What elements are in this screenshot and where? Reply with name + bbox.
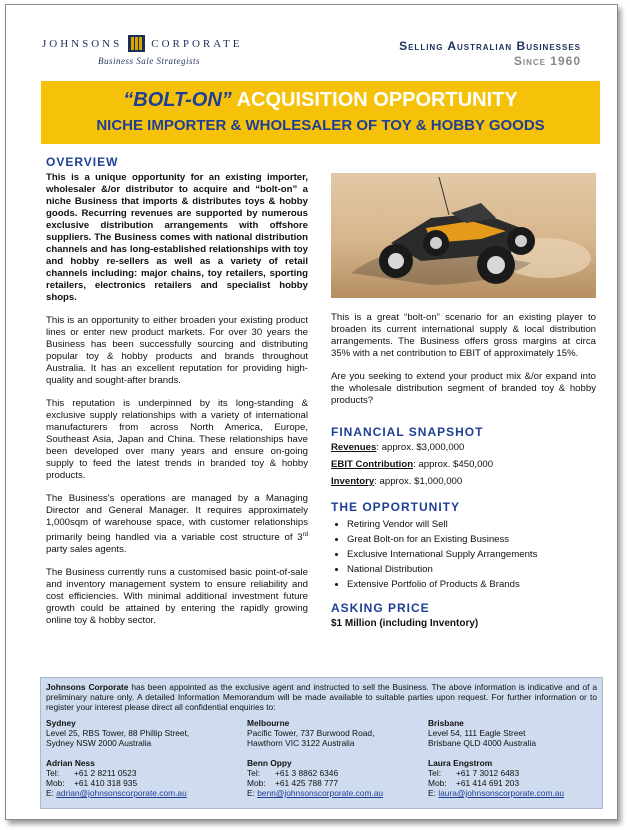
email-link[interactable]: adrian@johnsonscorporate.com.au <box>56 788 187 798</box>
right-paragraph: Are you seeking to extend your product mix &/or expand into the wholesale distribution segment of branded toy & hobby products? <box>331 371 596 406</box>
financial-row: Inventory: approx. $1,000,000 <box>331 476 463 487</box>
opportunity-heading: THE OPPORTUNITY <box>331 500 461 514</box>
logo-tagline: Business Sale Strategists <box>98 56 200 66</box>
logo-mark-icon <box>128 35 145 52</box>
brochure-page <box>5 4 618 820</box>
company-logo <box>42 35 282 66</box>
office-brisbane: Brisbane Level 54, 111 Eagle Street Brisbane QLD 4000 Australia <box>428 718 537 748</box>
header-slogan <box>399 39 581 68</box>
contact-footer <box>40 677 603 809</box>
banner-title <box>41 89 600 112</box>
asking-price: $1 Million (including Inventory) <box>331 618 479 629</box>
financial-heading: FINANCIAL SNAPSHOT <box>331 425 484 439</box>
overview-paragraph: This is an opportunity to either broaden your existing product lines or enter new product markets. For over 30 years the Business has been successfully sourcing and distributing popular toy & hobby products and brands throughout Australia. It has an excellent reputation for providing high-quality and sought-after brands. <box>46 315 308 386</box>
selling-text: Selling Australian Businesses <box>399 39 581 53</box>
footer-disclaimer: Johnsons Corporate has been appointed as the exclusive agent and instructed to sell the Business. The above information is indicative and of a preliminary nature only. A detailed Information Memorandum will be made available to suitable parties upon request. For further information or to register your interest please direct all confidential enquiries to: <box>46 682 597 712</box>
logo-text-left: JOHNSONS <box>42 37 123 50</box>
right-column <box>331 173 596 629</box>
overview-intro: This is a unique opportunity for an existing importer, wholesaler &/or distributor to acquire and “bolt-on” a niche Business that imports & distributes toys & hobby goods. Recurring revenues are supported by numerous exclusive distribution arrangements with offshore suppliers. The Business comes with national distribution channels and has long-established relationships with toy and hobby re-sellers as well as a variety of retail channels including: major chains, toy retailers, sporting retailers, electronics retailers and specialist hobby shops. <box>46 172 308 303</box>
list-item: • Great Bolt-on for an Existing Business <box>347 532 596 547</box>
list-item: • Exclusive International Supply Arrangements <box>347 547 596 562</box>
asking-heading: ASKING PRICE <box>331 601 430 615</box>
logo-text-right: CORPORATE <box>151 37 243 50</box>
since-text: Since 1960 <box>513 54 581 68</box>
email-link[interactable]: benn@johnsonscorporate.com.au <box>257 788 384 798</box>
contact-adrian: Adrian Ness Tel: +61 2 8211 0523 Mob: +61 410 318 935 E: adrian@johnsonscorporate.com.au <box>46 758 187 798</box>
overview-paragraph: The Business currently runs a customised basic point-of-sale and inventory management system to ensure reliability and cost efficiencies. With minimal additional investment future growth could be attained by entering the rapidly growing online toy & hobby sector. <box>46 567 308 627</box>
banner-title-rest: ACQUISITION OPPORTUNITY <box>231 89 518 111</box>
left-column <box>46 155 308 627</box>
title-banner <box>41 81 600 144</box>
rc-buggy-photo <box>331 173 596 298</box>
contact-benn: Benn Oppy Tel: +61 3 8862 6346 Mob: +61 425 788 777 E: benn@johnsonscorporate.com.au <box>247 758 384 798</box>
contact-laura: Laura Engstrom Tel: +61 7 3012 6483 Mob: +61 414 691 203 E: laura@johnsonscorporate.com.au <box>428 758 565 798</box>
overview-paragraph: The Business's operations are managed by a Managing Director and General Manager. It requires approximately 1,000sqm of warehouse space, with customer relationships primarily being handled via a variable cost structure of 3rd party sales agents. <box>46 493 308 556</box>
list-item: • National Distribution <box>347 562 596 577</box>
email-link[interactable]: laura@johnsonscorporate.com.au <box>438 788 565 798</box>
list-item: • Extensive Portfolio of Products & Brands <box>347 577 596 592</box>
banner-bolt-on: “BOLT-ON” <box>123 89 232 111</box>
financial-row: EBIT Contribution: approx. $450,000 <box>331 459 494 470</box>
banner-subtitle: NICHE IMPORTER & WHOLESALER OF TOY & HOBBY GOODS <box>96 117 545 134</box>
office-melbourne: Melbourne Pacific Tower, 737 Burwood Road, Hawthorn VIC 3122 Australia <box>247 718 375 748</box>
overview-paragraph: This reputation is underpinned by its long-standing & exclusive supply relationships with a variety of international manufacturers from across North America, Europe, Southeast Asia, Japan and China. These relationships have been developed over many years and ensure on-going supply to feed the latest trends in branded toy & hobby products. <box>46 398 308 481</box>
overview-heading: OVERVIEW <box>46 155 119 169</box>
list-item: • Retiring Vendor will Sell <box>347 517 596 532</box>
opportunity-list <box>331 517 596 592</box>
financial-row: Revenues: approx. $3,000,000 <box>331 442 465 453</box>
office-sydney: Sydney Level 25, RBS Tower, 88 Phillip Street, Sydney NSW 2000 Australia <box>46 718 190 748</box>
right-paragraph: This is a great “bolt-on” scenario for an existing player to broaden its current international supply & local distribution arrangements. The Business offers gross margins at circa 35% with a net contribution to EBIT of approximately 15%. <box>331 312 596 359</box>
